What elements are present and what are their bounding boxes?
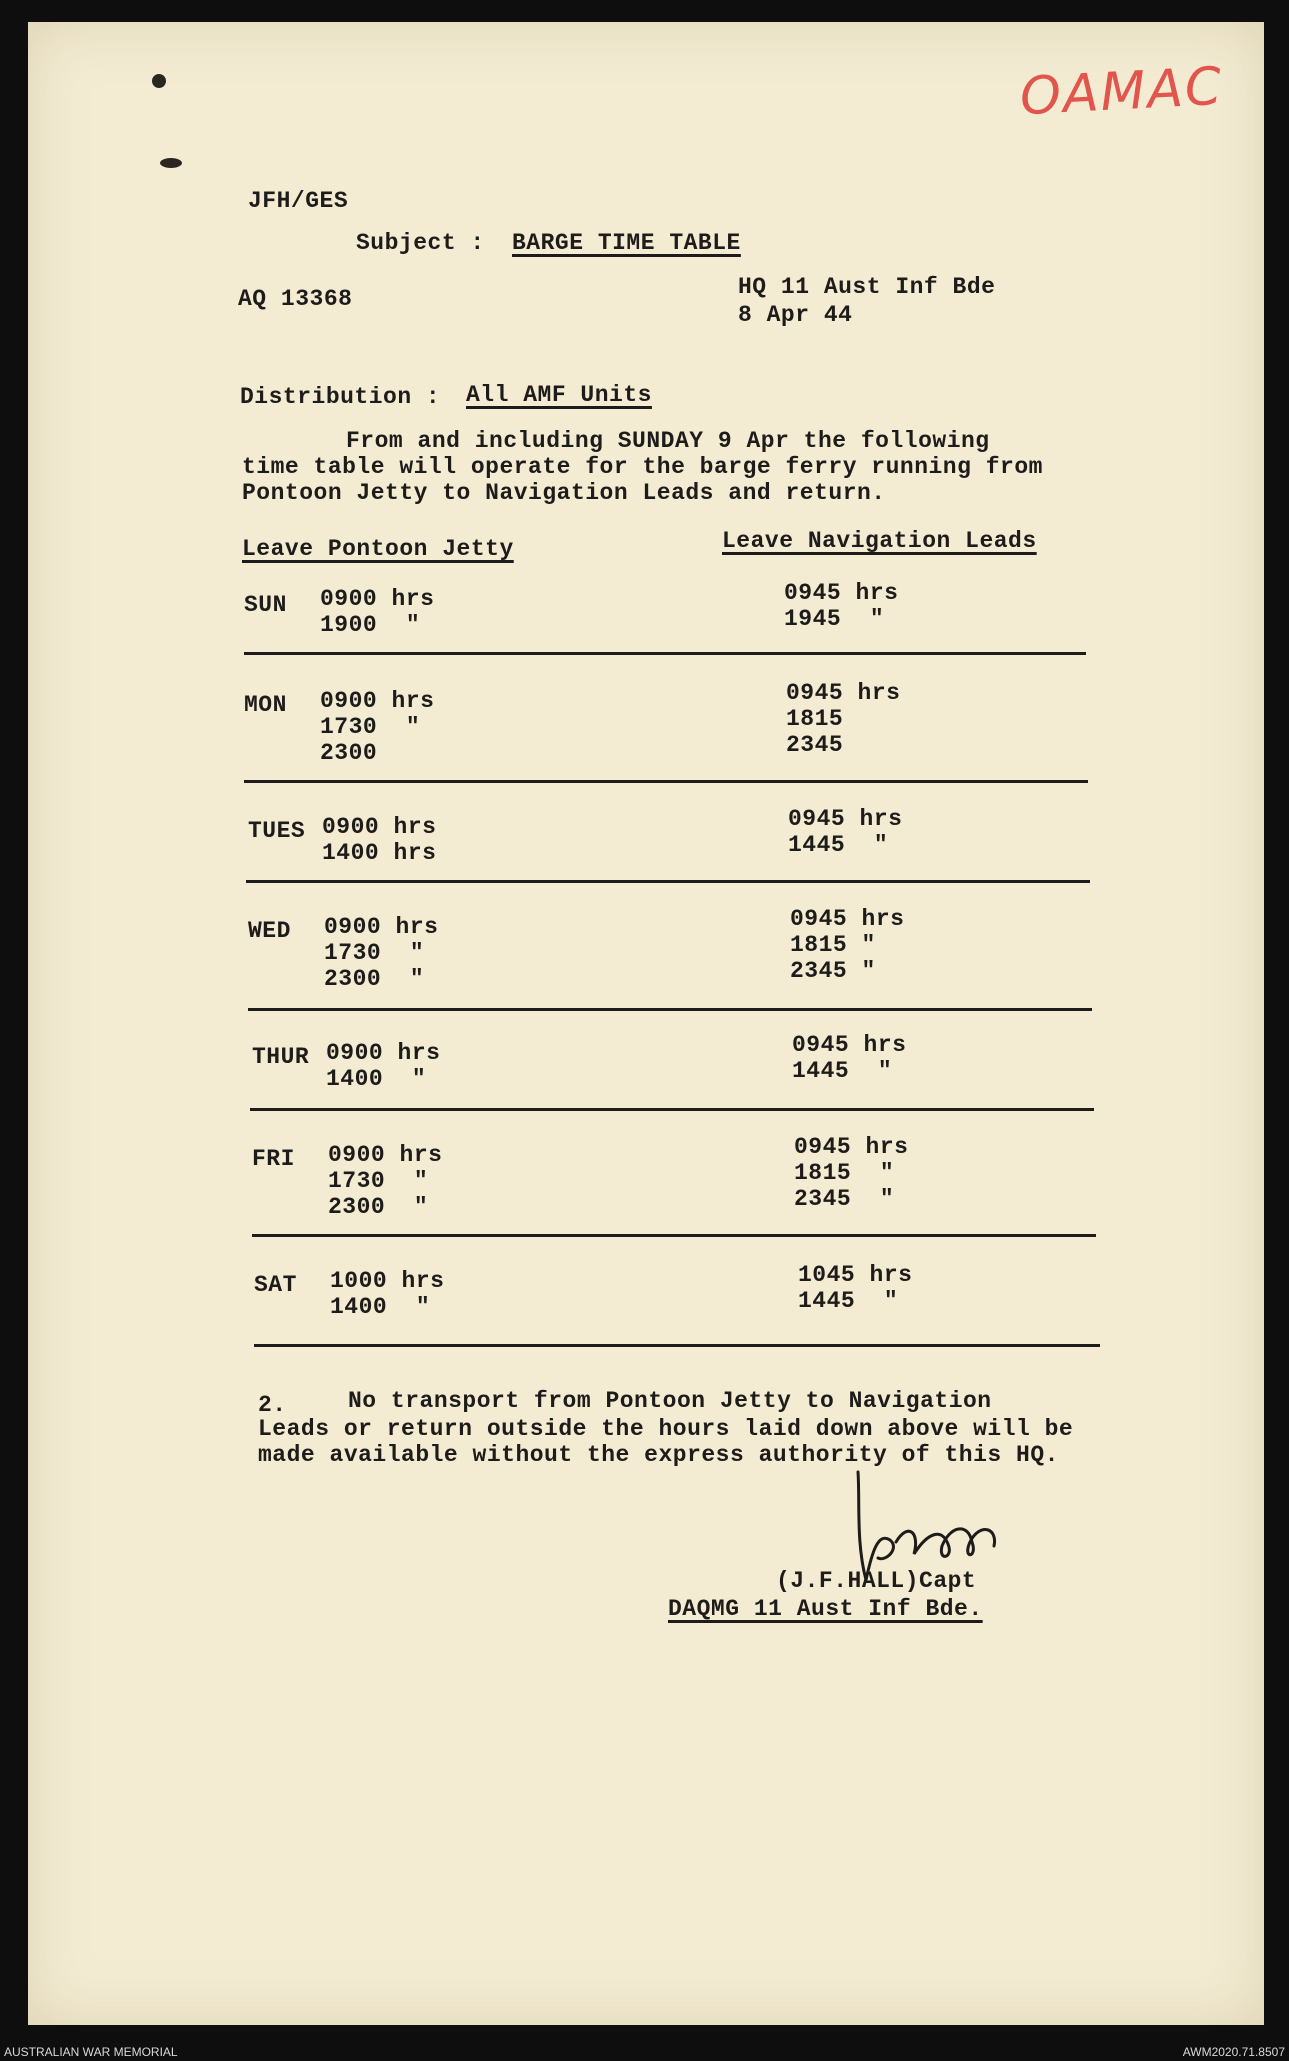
day-label: SUN	[244, 592, 287, 618]
pontoon-time: 2300 "	[324, 966, 425, 992]
subject-value: BARGE TIME TABLE	[512, 230, 741, 256]
footer-institution: AUSTRALIAN WAR MEMORIAL	[4, 2045, 178, 2059]
pontoon-time: 1400 hrs	[322, 840, 437, 866]
origin-hq: HQ 11 Aust Inf Bde	[738, 274, 996, 300]
pontoon-time: 0900 hrs	[328, 1142, 443, 1168]
navigation-time: 1445 "	[798, 1288, 899, 1314]
row-divider	[252, 1234, 1096, 1237]
distribution-label: Distribution :	[240, 384, 441, 410]
pontoon-time: 1400 "	[330, 1294, 431, 1320]
intro-line: Pontoon Jetty to Navigation Leads and return.	[242, 480, 886, 506]
day-label: FRI	[252, 1146, 295, 1172]
navigation-time: 0945 hrs	[784, 580, 899, 606]
row-divider	[248, 1008, 1092, 1011]
day-label: THUR	[252, 1044, 310, 1070]
pontoon-time: 1730 "	[320, 714, 421, 740]
navigation-time: 2345	[786, 732, 844, 758]
pontoon-time: 0900 hrs	[326, 1040, 441, 1066]
pontoon-time: 0900 hrs	[320, 586, 435, 612]
day-label: TUES	[248, 818, 306, 844]
navigation-time: 0945 hrs	[788, 806, 903, 832]
reference-code: JFH/GES	[248, 188, 349, 214]
column-header-navigation: Leave Navigation Leads	[722, 528, 1037, 554]
note-line: Leads or return outside the hours laid down above will be	[258, 1416, 1074, 1442]
file-number: AQ 13368	[238, 286, 353, 312]
pontoon-time: 0900 hrs	[320, 688, 435, 714]
navigation-time: 1045 hrs	[798, 1262, 913, 1288]
pontoon-time: 1730 "	[324, 940, 425, 966]
navigation-time: 2345 "	[790, 958, 876, 984]
pontoon-time: 1400 "	[326, 1066, 427, 1092]
note-number: 2.	[258, 1392, 287, 1418]
row-divider	[254, 1344, 1100, 1347]
navigation-time: 1445 "	[792, 1058, 893, 1084]
origin-date: 8 Apr 44	[738, 302, 853, 328]
day-label: SAT	[254, 1272, 297, 1298]
pontoon-time: 1900 "	[320, 612, 421, 638]
navigation-time: 2345 "	[794, 1186, 895, 1212]
subject-label: Subject :	[356, 230, 485, 256]
signatory-name: (J.F.HALL)Capt	[776, 1568, 977, 1594]
navigation-time: 1815	[786, 706, 844, 732]
row-divider	[244, 652, 1086, 655]
footer-accession: AWM2020.71.8507	[1182, 2045, 1285, 2059]
row-divider	[244, 780, 1088, 783]
row-divider	[246, 880, 1090, 883]
navigation-time: 0945 hrs	[792, 1032, 907, 1058]
navigation-time: 0945 hrs	[794, 1134, 909, 1160]
navigation-time: 0945 hrs	[790, 906, 905, 932]
document-page	[28, 22, 1264, 2025]
signatory-title: DAQMG 11 Aust Inf Bde.	[668, 1596, 983, 1622]
pontoon-time: 0900 hrs	[324, 914, 439, 940]
intro-line: time table will operate for the barge ferry running from	[242, 454, 1043, 480]
navigation-time: 1815 "	[790, 932, 876, 958]
navigation-time: 0945 hrs	[786, 680, 901, 706]
pontoon-time: 1730 "	[328, 1168, 429, 1194]
note-line: No transport from Pontoon Jetty to Navigation	[348, 1388, 992, 1414]
day-label: MON	[244, 692, 287, 718]
note-line: made available without the express authority of this HQ.	[258, 1442, 1059, 1468]
navigation-time: 1815 "	[794, 1160, 895, 1186]
column-header-pontoon: Leave Pontoon Jetty	[242, 536, 514, 562]
pontoon-time: 0900 hrs	[322, 814, 437, 840]
pontoon-time: 2300	[320, 740, 378, 766]
punch-hole	[152, 74, 166, 88]
distribution-value: All AMF Units	[466, 382, 652, 408]
pontoon-time: 1000 hrs	[330, 1268, 445, 1294]
row-divider	[250, 1108, 1094, 1111]
archive-stamp: OAMAC	[1018, 56, 1225, 128]
punch-hole	[160, 158, 182, 168]
day-label: WED	[248, 918, 291, 944]
navigation-time: 1445 "	[788, 832, 889, 858]
intro-line: From and including SUNDAY 9 Apr the following	[346, 428, 990, 454]
navigation-time: 1945 "	[784, 606, 885, 632]
pontoon-time: 2300 "	[328, 1194, 429, 1220]
